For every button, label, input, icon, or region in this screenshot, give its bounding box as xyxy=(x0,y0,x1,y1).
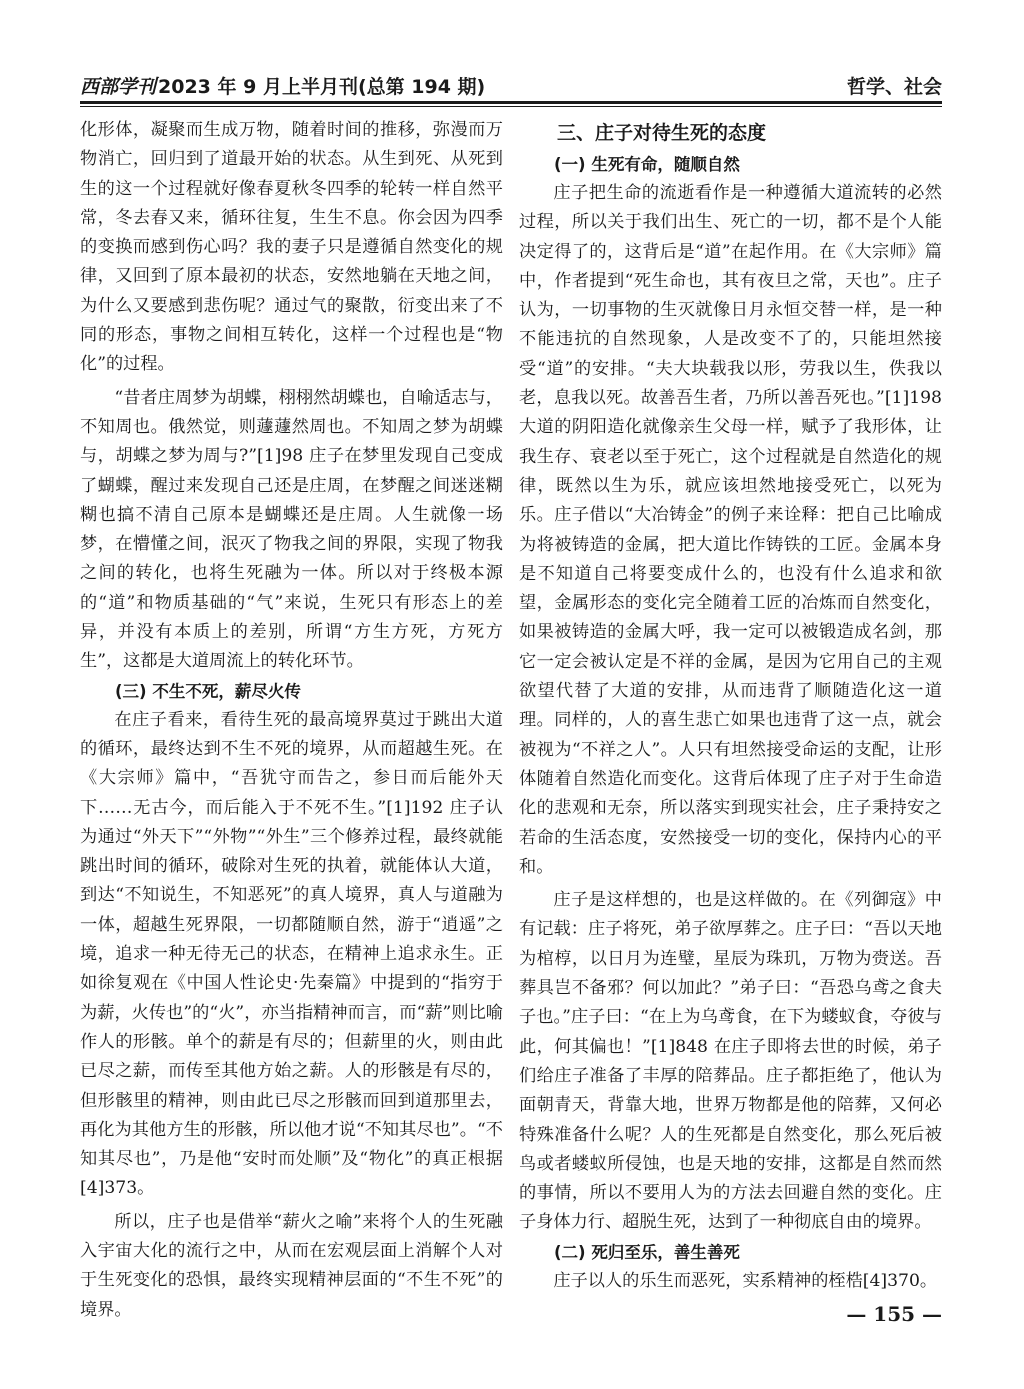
paragraph: 庄子以人的乐生而恶死，实系精神的桎梏[4]370。 xyxy=(553,1270,938,1291)
paragraph: 庄子是这样想的，也是这样做的。在《列御寇》中有记载：庄子将死，弟子欲厚葬之。庄子曰：“吾以天地为棺椁，以日月为连璧，星辰为珠玑，万物为赍送。吾葬具岂不备邪？何以加此？”弟子曰：“吾恐乌鸢之食夫子也。”庄子曰：“在上为乌鸢食，在下为蝼蚁食，夺彼与此，何其偏也！”[1]848 在庄子即将去世的时候，弟子们给庄子准备了丰厚的陪葬品。庄子都拒绝了，他认为面朝青天，背靠大地，世界万物都是他的陪葬，又何必特殊准备什么呢？人的生死都是自然变化，那么死后被鸟或者蝼蚁所侵蚀，也是天地的安排，这都是自然而然的事情，所以不要用人为的方法去回避自然的变化。庄子身体力行、超脱生死，达到了一种彻底自由的境界。 xyxy=(519,890,942,1233)
paragraph: 在庄子看来，看待生死的最高境界莫过于跳出大道的循环，最终达到不生不死的境界，从而超越生死。在《大宗师》篇中，“吾犹守而告之，参日而后能外天下……无古今，而后能入于不死不生。”[1]192 庄子认为通过“外天下”“外物”“外生”三个修养过程，最终就能跳出时间的循环，破除对生死的执着，就能体认大道，到达“不知说生，不知恶死”的真人境界，真人与道融为一体，超越生死界限，一切都随顺自然，游于“逍遥”之境，追求一种无待无己的状态，在精神上追求永生。正如徐复观在《中国人性论史·先秦篇》中提到的“指穷于为薪，火传也”的“火”，亦当指精神而言，而“薪”则比喻作人的形骸。单个的薪是有尽的；但薪里的火，则由此已尽之薪，而传至其他方始之薪。人的形骸是有尽的，但形骸里的精神，则由此已尽之形骸而回到道那里去，再化为其他方生的形骸，所以他才说“不知其尽也”。“不知其尽也”，乃是他“安时而处顺”及“物化”的真正根据[4]373。 xyxy=(80,709,503,1199)
page-number: — 155 — xyxy=(846,1302,942,1326)
journal-logo: 西部学刊 xyxy=(80,76,157,98)
subheading: (一) 生死有命，随顺自然 xyxy=(554,155,740,174)
paragraph: “昔者庄周梦为胡蝶，栩栩然胡蝶也，自喻适志与，不知周也。俄然觉，则蘧蘧然周也。不知周之梦为胡蝶与，胡蝶之梦为周与?”[1]98 庄子在梦里发现自己变成了蝴蝶，醒过来发现自己还是庄周，在梦醒之间迷迷糊糊也搞不清自己原本是蝴蝶还是庄周。人生就像一场梦，在懵懂之间，泯灭了物我之间的界限，实现了物我之间的转化，也将生死融为一体。所以对于终极本源的“道”和物质基础的“气”来说，生死只有形态上的差异，并没有本质上的差别，所谓“方生方死，方死方生”，这都是大道周流上的转化环节。 xyxy=(80,387,503,672)
journal-issue-line xyxy=(80,72,485,99)
running-header xyxy=(80,66,942,100)
header-rule-thick xyxy=(80,101,942,104)
section-title: 三、庄子对待生死的态度 xyxy=(557,122,767,144)
paragraph: 化形体，凝聚而生成万物，随着时间的推移，弥漫而万物消亡，回归到了道最开始的状态。从生到死、从死到生的这一个过程就好像春夏秋冬四季的轮转一样自然平常，冬去春又来，循环往复，生生不息。你会因为四季的变换而感到伤心吗？我的妻子只是遵循自然变化的规律，又回到了原本最初的状态，安然地躺在天地之间，为什么又要感到悲伤呢？通过气的聚散，衍变出来了不同的形态，事物之间相互转化，这样一个过程也是“物化”的过程。 xyxy=(80,120,503,375)
section-name: 哲学、社会 xyxy=(846,76,942,98)
header-rule-thin xyxy=(80,106,942,107)
left-column xyxy=(80,116,503,1325)
paragraph: 所以，庄子也是借举“薪火之喻”来将个人的生死融入宇宙大化的流行之中，从而在宏观层面上消解个人对于生死变化的恐惧，最终实现精神层面的“不生不死”的境界。 xyxy=(80,1211,503,1320)
subheading: (二) 死归至乐，善生善死 xyxy=(554,1242,740,1262)
issue-info: 2023 年 9 月上半月刊(总第 194 期) xyxy=(158,76,486,98)
right-column xyxy=(519,116,942,1296)
subheading: (三) 不生不死，薪尽火传 xyxy=(115,681,301,701)
paragraph: 庄子把生命的流逝看作是一种遵循大道流转的必然过程，所以关于我们出生、死亡的一切，都不是个人能决定得了的，这背后是“道”在起作用。在《大宗师》篇中，作者提到“死生命也，其有夜旦之常，天也”。庄子认为，一切事物的生灭就像日月永恒交替一样，是一种不能违抗的自然现象，人是改变不了的，只能坦然接受“道”的安排。“夫大块载我以形，劳我以生，佚我以老，息我以死。故善吾生者，乃所以善吾死也。”[1]198 大道的阴阳造化就像亲生父母一样，赋予了我形体，让我生存、衰老以至于死亡，这个过程就是自然造化的规律，既然以生为乐，就应该坦然地接受死亡，以死为乐。庄子借以“大冶铸金”的例子来诠释：把自己比喻成为将被铸造的金属，把大道比作铸铁的工匠。金属本身是不知道自己将要变成什么的，也没有什么追求和欲望，金属形态的变化完全随着工匠的冶炼而自然变化，如果被铸造的金属大呼，我一定可以被锻造成名剑，那它一定会被认定是不祥的金属，是因为它用自己的主观欲望代替了大道的安排，从而违背了顺随造化这一道理。同样的，人的喜生悲亡如果也违背了这一点，就会被视为“不祥之人”。人只有坦然接受命运的支配，让形体随着自然造化而变化。这背后体现了庄子对于生命造化的悲观和无奈，所以落实到现实社会，庄子秉持安之若命的生活态度，安然接受一切的变化，保持内心的平和。 xyxy=(519,183,942,877)
